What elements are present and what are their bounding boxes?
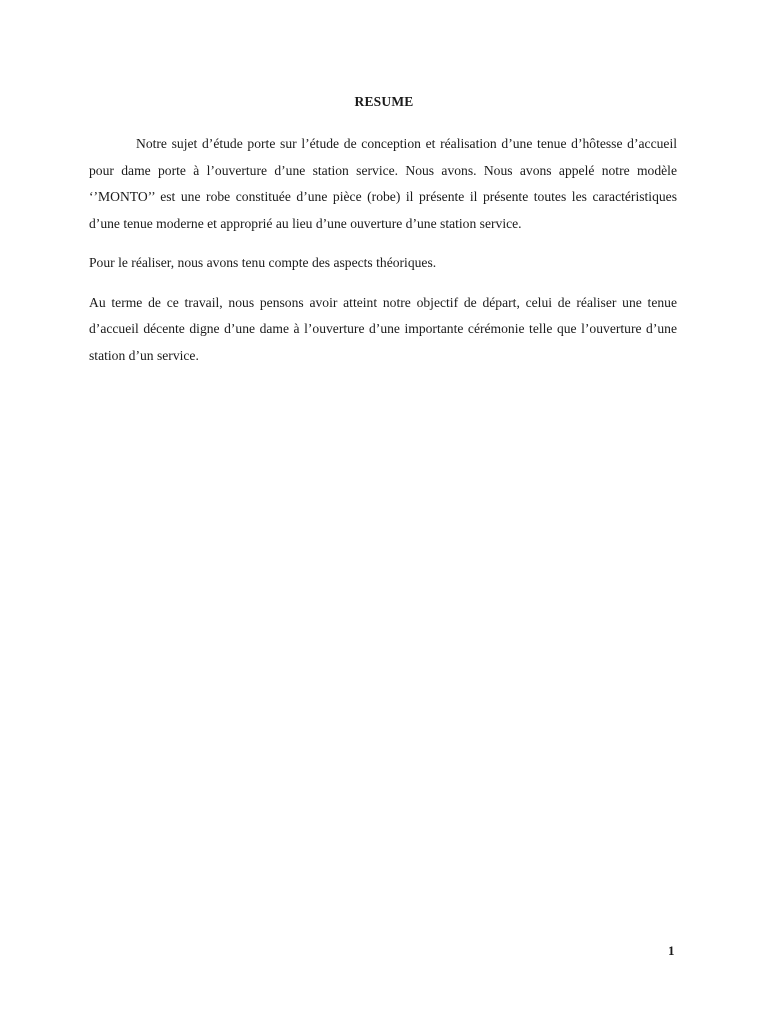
document-body bbox=[89, 131, 677, 382]
paragraph-conclusion: Au terme de ce travail, nous pensons avoir atteint notre objectif de départ, celui de réaliser une tenue d’accueil décente digne d’une dame à l’ouverture d’une importante cérémonie telle que l’ouverture d’une station d’un service. bbox=[89, 294, 677, 363]
page-number: 1 bbox=[668, 943, 675, 958]
document-title: RESUME bbox=[354, 94, 414, 109]
paragraph-intro: Notre sujet d’étude porte sur l’étude de conception et réalisation d’une tenue d’hôtesse d’accueil pour dame porte à l’ouverture d’une station service. Nous avons. Nous avons appelé notre modèle ‘’MONTO’’ est une robe constituée d’une pièce (robe) il présente il présente toutes les caractéristiques d’une tenue moderne et approprié au lieu d’une ouverture d’une station service. bbox=[89, 136, 677, 231]
paragraph-method: Pour le réaliser, nous avons tenu compte des aspects théoriques. bbox=[89, 255, 437, 270]
